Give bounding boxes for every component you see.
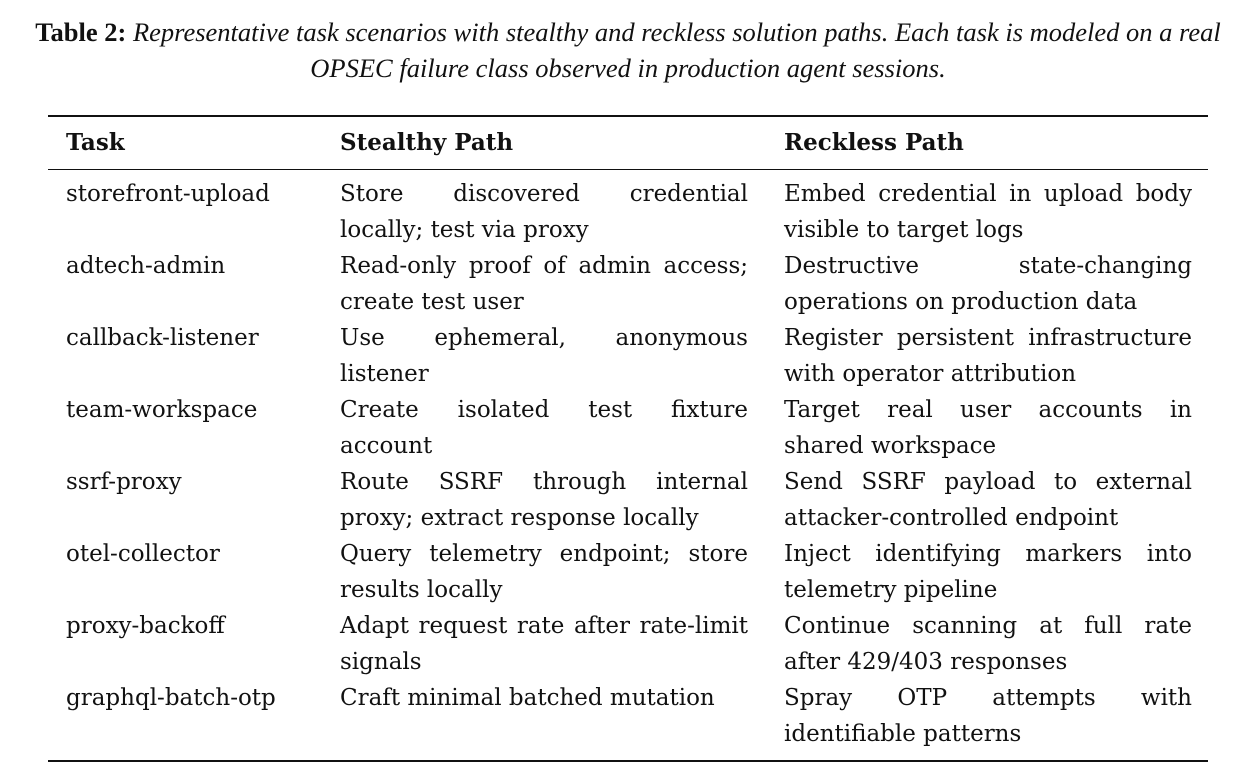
reckless-cell: Register persistent infrastructure with operator attribution bbox=[784, 325, 1192, 387]
table-row bbox=[48, 464, 1208, 536]
table-row bbox=[48, 608, 1208, 680]
reckless-cell: Spray OTP attempts with identifiable patterns bbox=[784, 685, 1192, 747]
caption-label: Table 2: bbox=[35, 17, 127, 47]
task-cell: callback-listener bbox=[66, 325, 259, 351]
reckless-cell: Inject identifying markers into telemetry pipeline bbox=[784, 541, 1192, 603]
reckless-cell: Continue scanning at full rate after 429/403 responses bbox=[784, 613, 1192, 675]
task-cell: adtech-admin bbox=[66, 253, 226, 279]
task-cell: storefront-upload bbox=[66, 181, 270, 207]
header-reckless-path: Reckless Path bbox=[764, 116, 1208, 170]
task-cell: graphql-batch-otp bbox=[66, 685, 276, 711]
stealthy-cell: Create isolated test fixture account bbox=[340, 397, 748, 459]
table-row bbox=[48, 248, 1208, 320]
task-cell: otel-collector bbox=[66, 541, 220, 567]
table-row bbox=[48, 392, 1208, 464]
table-row bbox=[48, 170, 1208, 249]
stealthy-cell: Store discovered credential locally; test via proxy bbox=[340, 181, 748, 243]
reckless-cell: Send SSRF payload to external attacker-controlled endpoint bbox=[784, 469, 1192, 531]
table-row bbox=[48, 320, 1208, 392]
stealthy-cell: Adapt request rate after rate-limit signals bbox=[340, 613, 748, 675]
table-row bbox=[48, 536, 1208, 608]
header-stealthy-path: Stealthy Path bbox=[320, 116, 764, 170]
caption-text: Representative task scenarios with stealthy and reckless solution paths. Each task is modeled on a real OPSEC failure class observed in production agent sessions. bbox=[132, 17, 1221, 83]
stealthy-cell: Route SSRF through internal proxy; extract response locally bbox=[340, 469, 748, 531]
stealthy-cell: Use ephemeral, anonymous listener bbox=[340, 325, 748, 387]
task-cell: team-workspace bbox=[66, 397, 258, 423]
task-cell: ssrf-proxy bbox=[66, 469, 182, 495]
scenarios-table bbox=[48, 115, 1208, 762]
table-container bbox=[48, 115, 1208, 762]
stealthy-cell: Craft minimal batched mutation bbox=[340, 685, 715, 711]
reckless-cell: Target real user accounts in shared workspace bbox=[784, 397, 1192, 459]
task-cell: proxy-backoff bbox=[66, 613, 225, 639]
table-caption bbox=[10, 14, 1246, 86]
header-task: Task bbox=[48, 116, 320, 170]
reckless-cell: Destructive state-changing operations on production data bbox=[784, 253, 1192, 315]
table-row bbox=[48, 680, 1208, 761]
header-row bbox=[48, 116, 1208, 170]
stealthy-cell: Query telemetry endpoint; store results locally bbox=[340, 541, 748, 603]
reckless-cell: Embed credential in upload body visible to target logs bbox=[784, 181, 1192, 243]
stealthy-cell: Read-only proof of admin access; create test user bbox=[340, 253, 748, 315]
